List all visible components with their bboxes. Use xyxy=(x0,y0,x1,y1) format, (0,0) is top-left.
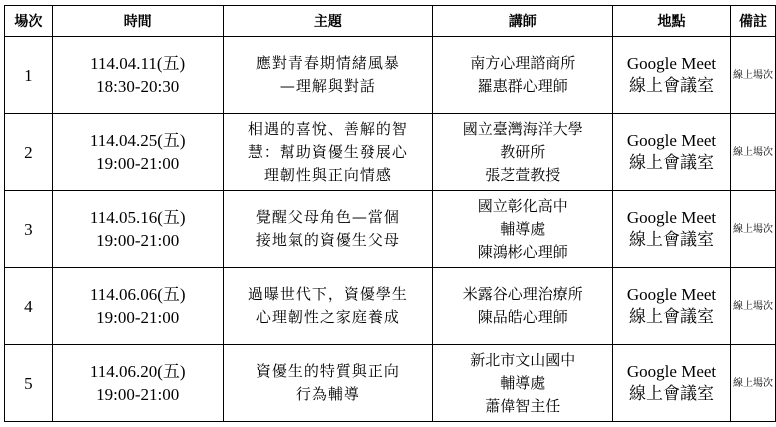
session-cell xyxy=(5,345,53,422)
header-topic: 主題 xyxy=(223,6,433,37)
session-date: 114.06.06(五) xyxy=(89,285,186,304)
note-cell xyxy=(730,345,775,422)
session-cell xyxy=(5,268,53,345)
speaker-cell xyxy=(433,37,613,114)
time-cell xyxy=(52,37,223,114)
table-row xyxy=(5,191,776,268)
location-line: Google Meet xyxy=(626,131,717,150)
topic-line: 應對青春期情緒風暴 xyxy=(255,54,400,72)
speaker-line: 輔導處 xyxy=(500,219,546,238)
topic-cell xyxy=(223,191,433,268)
session-number: 4 xyxy=(24,296,33,316)
topic-cell xyxy=(223,268,433,345)
time-cell xyxy=(52,268,223,345)
topic-line: 覺醒父母角色—當個 xyxy=(255,208,400,226)
session-cell xyxy=(5,114,53,191)
speaker-line: 南方心理諮商所 xyxy=(470,54,576,72)
note-text: 線上場次 xyxy=(732,69,773,81)
header-speaker: 講師 xyxy=(433,6,613,37)
speaker-line: 羅惠群心理師 xyxy=(477,77,568,95)
topic-line: 接地氣的資優生父母 xyxy=(255,231,400,249)
topic-line: 心理韌性之家庭養成 xyxy=(255,308,400,326)
session-date: 114.06.20(五) xyxy=(89,362,186,381)
session-hours: 19:00-21:00 xyxy=(96,308,180,327)
note-text: 線上場次 xyxy=(732,146,773,158)
topic-line: 慧：幫助資優生發展心 xyxy=(247,142,408,161)
note-cell xyxy=(730,37,775,114)
table-row xyxy=(5,37,776,114)
speaker-cell xyxy=(433,114,613,191)
speaker-line: 蕭偉智主任 xyxy=(485,396,561,415)
session-date: 114.04.11(五) xyxy=(90,54,186,73)
topic-cell xyxy=(223,114,433,191)
speaker-line: 新北市文山國中 xyxy=(470,350,576,369)
session-cell xyxy=(5,191,53,268)
location-cell xyxy=(613,37,731,114)
table-header-row xyxy=(5,6,776,37)
location-cell xyxy=(613,114,731,191)
note-text: 線上場次 xyxy=(732,377,773,389)
topic-line: 行為輔導 xyxy=(295,385,360,403)
speaker-cell xyxy=(433,268,613,345)
note-cell xyxy=(730,191,775,268)
topic-cell xyxy=(223,345,433,422)
speaker-line: 張芝萱教授 xyxy=(485,165,561,184)
location-line: Google Meet xyxy=(626,285,717,304)
note-text: 線上場次 xyxy=(732,300,773,312)
topic-line: 相遇的喜悅、善解的智 xyxy=(247,119,408,138)
location-cell xyxy=(613,191,731,268)
session-hours: 19:00-21:00 xyxy=(96,154,180,173)
session-number: 3 xyxy=(24,219,33,239)
location-line: Google Meet xyxy=(626,208,717,227)
speaker-line: 國立彰化高中 xyxy=(477,196,568,215)
note-cell xyxy=(730,268,775,345)
location-line: 線上會議室 xyxy=(629,384,715,403)
speaker-line: 陳鴻彬心理師 xyxy=(477,242,568,261)
topic-line: 過曝世代下，資優學生 xyxy=(247,285,408,303)
speaker-line: 教研所 xyxy=(500,142,546,161)
table-row xyxy=(5,345,776,422)
header-time: 時間 xyxy=(52,6,223,37)
location-line: 線上會議室 xyxy=(629,153,715,172)
location-line: 線上會議室 xyxy=(629,230,715,249)
time-cell xyxy=(52,345,223,422)
session-number: 2 xyxy=(24,142,33,162)
header-location: 地點 xyxy=(613,6,731,37)
session-date: 114.04.25(五) xyxy=(89,131,186,150)
note-cell xyxy=(730,114,775,191)
schedule-table xyxy=(4,5,776,422)
speaker-cell xyxy=(433,191,613,268)
header-session: 場次 xyxy=(5,6,53,37)
session-date: 114.05.16(五) xyxy=(89,208,186,227)
session-hours: 19:00-21:00 xyxy=(96,385,180,404)
speaker-line: 米露谷心理治療所 xyxy=(462,285,583,303)
session-cell xyxy=(5,37,53,114)
topic-cell xyxy=(223,37,433,114)
session-number: 1 xyxy=(24,65,33,85)
table-row xyxy=(5,114,776,191)
location-line: 線上會議室 xyxy=(629,307,715,326)
session-number: 5 xyxy=(24,373,33,393)
location-line: Google Meet xyxy=(626,54,717,73)
session-hours: 19:00-21:00 xyxy=(96,231,180,250)
speaker-line: 輔導處 xyxy=(500,373,546,392)
session-hours: 18:30-20:30 xyxy=(96,77,180,96)
time-cell xyxy=(52,191,223,268)
time-cell xyxy=(52,114,223,191)
header-note: 備註 xyxy=(730,6,775,37)
note-text: 線上場次 xyxy=(732,223,773,235)
location-line: 線上會議室 xyxy=(629,76,715,95)
topic-line: 理韌性與正向情感 xyxy=(263,165,392,184)
location-line: Google Meet xyxy=(626,362,717,381)
table-row xyxy=(5,268,776,345)
speaker-line: 陳品皓心理師 xyxy=(477,308,568,326)
topic-line: —理解與對話 xyxy=(279,77,376,95)
speaker-line: 國立臺灣海洋大學 xyxy=(462,119,583,138)
speaker-cell xyxy=(433,345,613,422)
location-cell xyxy=(613,345,731,422)
location-cell xyxy=(613,268,731,345)
topic-line: 資優生的特質與正向 xyxy=(255,362,400,380)
